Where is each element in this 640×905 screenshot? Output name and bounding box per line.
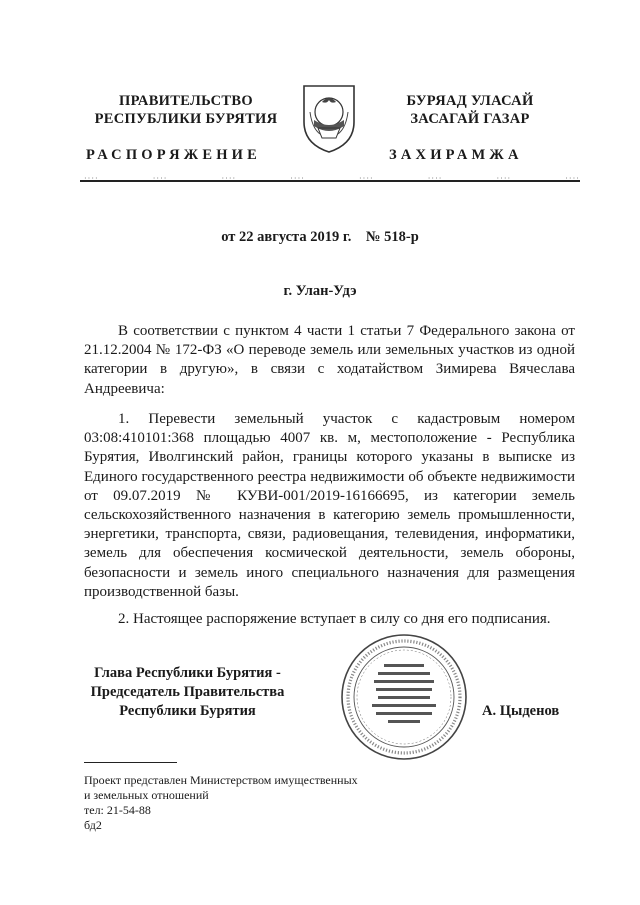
- org-name-russian-line2: РЕСПУБЛИКИ БУРЯТИЯ: [94, 111, 278, 127]
- org-name-russian: [86, 92, 286, 128]
- header-dot-pattern: ···· ···· ···· ···· ···· ···· ···· ····: [84, 174, 580, 183]
- signatory-title: [80, 664, 295, 721]
- footer-line2: и земельных отношений: [84, 788, 209, 802]
- signatory-title-line2: Председатель Правительства: [90, 684, 285, 700]
- org-name-buryat: [370, 92, 570, 128]
- item-1-paragraph: [84, 410, 575, 602]
- round-seal-icon: [338, 632, 470, 762]
- org-name-buryat-line1: БУРЯАД УЛАСАЙ: [406, 93, 534, 109]
- footer-phone: тел: 21-54-88: [84, 803, 151, 817]
- signatory-title-line1: Глава Республики Бурятия -: [94, 665, 281, 681]
- item-1-text: 1. Перевести земельный участок с кадастровым номером 03:08:410101:368 площадью 4007 кв. м, местоположение - Республика Бурятия, Иволгинский район, границы которого указаны в выписке из Единого государственного реестра недвижимости об объекте недвижимости от 09.07.2019 № КУВИ-001/2019-16166695, из категории земель сельскохозяйственного назначения в категорию земель промышленности, энергетики, транспорта, связи, радиовещания, телевидения, информатики, земель для обеспечения космической деятельности, земель обороны, безопасности и земель иного специального назначения для размещения производственной базы.: [84, 411, 575, 600]
- city: г. Улан-Удэ: [283, 283, 357, 299]
- date-number: от 22 августа 2019 г. № 518-р: [221, 229, 419, 245]
- footer-divider: [84, 762, 177, 763]
- doc-type-russian: РАСПОРЯЖЕНИЕ: [86, 147, 262, 163]
- footer-note: [84, 773, 358, 833]
- header-divider: [80, 180, 580, 182]
- preamble-paragraph: [84, 322, 575, 399]
- doc-type-buryat: ЗАХИРАМЖА: [389, 147, 523, 163]
- org-name-buryat-line2: ЗАСАГАЙ ГАЗАР: [410, 111, 530, 127]
- signatory-title-line3: Республики Бурятия: [119, 703, 256, 719]
- item-2-text: 2. Настоящее распоряжение вступает в силу со дня его подписания.: [118, 611, 551, 627]
- footer-code: бд2: [84, 818, 102, 832]
- footer-line1: Проект представлен Министерством имущественных: [84, 773, 358, 787]
- item-2-paragraph: [84, 610, 575, 629]
- coat-of-arms-icon: [300, 82, 358, 154]
- signatory-name: А. Цыденов: [482, 703, 560, 719]
- org-name-russian-line1: ПРАВИТЕЛЬСТВО: [119, 93, 253, 109]
- preamble-text: В соответствии с пунктом 4 части 1 статьи 7 Федерального закона от 21.12.2004 № 172-ФЗ «О переводе земель или земельных участков из одной категории в другую», в связи с ходатайством Зимирева Вячеслава Андреевича:: [84, 323, 575, 397]
